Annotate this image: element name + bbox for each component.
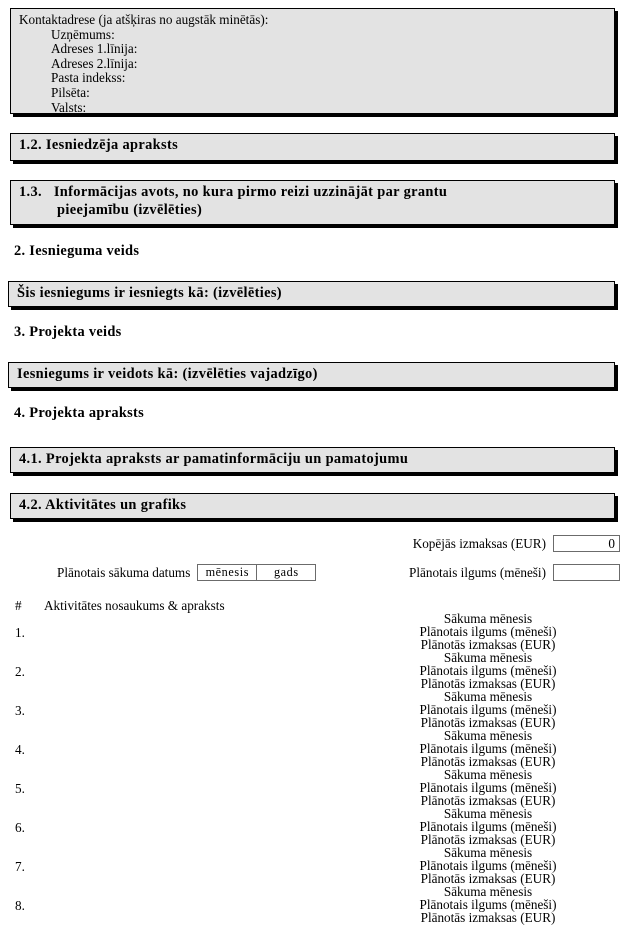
activity-start-month-label: Sākuma mēnesis	[443, 611, 533, 626]
heading-4: 4. Projekta apraksts	[14, 405, 145, 421]
contact-address-title: Kontaktadrese (ja atšķiras no augstāk minētās):	[19, 12, 269, 27]
contact-field-address-line-1: Adreses 1.līnija:	[51, 41, 138, 57]
activity-number: 5.	[15, 781, 25, 796]
activity-planned-duration-label: Plānotais ilgums (mēneši)	[419, 741, 557, 756]
contact-field-address-line-2: Adreses 2.līnija:	[51, 55, 138, 71]
activity-number: 8.	[15, 898, 25, 913]
activity-planned-cost-label: Plānotās izmaksas (EUR)	[420, 676, 556, 691]
activity-planned-duration-label: Plānotais ilgums (mēneši)	[419, 858, 557, 873]
total-cost-row	[413, 535, 620, 552]
activity-field-labels	[352, 612, 624, 651]
heading-1-2: 1.2. Iesniedzēja apraksts	[10, 133, 615, 161]
activity-description-input[interactable]	[44, 898, 404, 912]
activity-description-input[interactable]	[44, 781, 404, 795]
table-row	[0, 846, 624, 885]
activities-list	[0, 612, 624, 924]
start-date-month-input[interactable]: mēnesis	[198, 565, 257, 580]
table-row	[0, 729, 624, 768]
activity-start-month-label: Sākuma mēnesis	[443, 806, 533, 821]
planned-start-date-row	[57, 564, 316, 581]
contact-field-postal-code: Pasta indekss:	[51, 70, 126, 86]
activity-number: 3.	[15, 703, 25, 718]
activity-field-labels	[352, 729, 624, 768]
planned-start-date-box	[197, 564, 316, 581]
heading-4-1: 4.1. Projekta apraksts ar pamatinformāciju un pamatojumu	[10, 447, 615, 473]
total-cost-label: Kopējās izmaksas (EUR)	[412, 535, 546, 551]
table-row	[0, 651, 624, 690]
activities-column-title: Aktivitātes nosaukums & apraksts	[44, 598, 225, 613]
activity-description-input[interactable]	[44, 664, 404, 678]
activity-description-input[interactable]	[44, 742, 404, 756]
activity-planned-cost-label: Plānotās izmaksas (EUR)	[420, 832, 556, 847]
planned-duration-label: Plānotais ilgums (mēneši)	[409, 564, 546, 580]
heading-1-3-line-1	[19, 184, 604, 201]
contact-field-country: Valsts:	[51, 99, 87, 115]
table-row	[0, 807, 624, 846]
activity-planned-cost-label: Plānotās izmaksas (EUR)	[420, 871, 556, 886]
activity-field-labels	[352, 651, 624, 690]
heading-2: 2. Iesnieguma veids	[14, 243, 140, 259]
activity-planned-cost-label: Plānotās izmaksas (EUR)	[420, 754, 556, 769]
planned-duration-input[interactable]	[553, 564, 620, 581]
activity-start-month-label: Sākuma mēnesis	[443, 650, 533, 665]
table-row	[0, 768, 624, 807]
activity-description-input[interactable]	[44, 703, 404, 717]
activities-column-hash: #	[15, 598, 22, 613]
project-type-choice-bar[interactable]: Iesniegums ir veidots kā: (izvēlēties vajadzīgo)	[8, 362, 615, 388]
contact-address-box	[10, 8, 615, 114]
table-row	[0, 885, 624, 924]
activity-planned-duration-label: Plānotais ilgums (mēneši)	[419, 702, 557, 717]
activity-number: 4.	[15, 742, 25, 757]
activity-field-labels	[352, 768, 624, 807]
activity-description-input[interactable]	[44, 820, 404, 834]
activity-field-labels	[352, 885, 624, 924]
activity-planned-duration-label: Plānotais ilgums (mēneši)	[419, 780, 557, 795]
activity-start-month-label: Sākuma mēnesis	[443, 845, 533, 860]
total-cost-input[interactable]: 0	[553, 535, 620, 552]
heading-1-3	[10, 180, 615, 225]
start-date-year-input[interactable]: gads	[273, 565, 299, 579]
planned-duration-row	[409, 564, 620, 581]
heading-4-2: 4.2. Aktivitātes un grafiks	[10, 493, 615, 519]
activity-description-input[interactable]	[44, 859, 404, 873]
activity-start-month-label: Sākuma mēnesis	[443, 884, 533, 899]
table-row	[0, 690, 624, 729]
contact-field-city: Pilsēta:	[51, 84, 90, 100]
activity-number: 6.	[15, 820, 25, 835]
activity-start-month-label: Sākuma mēnesis	[443, 767, 533, 782]
contact-field-company: Uzņēmums:	[51, 26, 115, 42]
activity-number: 7.	[15, 859, 25, 874]
table-row	[0, 612, 624, 651]
activity-field-labels	[352, 846, 624, 885]
activity-planned-cost-label: Plānotās izmaksas (EUR)	[420, 910, 556, 925]
heading-1-3-number: 1.3.	[19, 184, 42, 200]
activity-field-labels	[352, 807, 624, 846]
activity-planned-duration-label: Plānotais ilgums (mēneši)	[419, 819, 557, 834]
activity-field-labels	[352, 690, 624, 729]
activity-planned-duration-label: Plānotais ilgums (mēneši)	[419, 897, 557, 912]
heading-1-3-text: Informācijas avots, no kura pirmo reizi uzzinājāt par grantu	[53, 184, 448, 200]
activity-planned-cost-label: Plānotās izmaksas (EUR)	[420, 637, 556, 652]
heading-1-3-line-2: pieejamību (izvēlēties)	[57, 202, 203, 218]
heading-3: 3. Projekta veids	[14, 324, 122, 340]
activity-planned-cost-label: Plānotās izmaksas (EUR)	[420, 793, 556, 808]
activity-planned-duration-label: Plānotais ilgums (mēneši)	[419, 624, 557, 639]
activity-description-input[interactable]	[44, 625, 404, 639]
activity-start-month-label: Sākuma mēnesis	[443, 728, 533, 743]
activity-planned-duration-label: Plānotais ilgums (mēneši)	[419, 663, 557, 678]
activity-start-month-label: Sākuma mēnesis	[443, 689, 533, 704]
activity-number: 1.	[15, 625, 25, 640]
activity-planned-cost-label: Plānotās izmaksas (EUR)	[420, 715, 556, 730]
activity-number: 2.	[15, 664, 25, 679]
submission-type-choice-bar[interactable]: Šis iesniegums ir iesniegts kā: (izvēlēties)	[8, 281, 615, 307]
planned-start-date-label: Plānotais sākuma datums	[57, 564, 191, 580]
